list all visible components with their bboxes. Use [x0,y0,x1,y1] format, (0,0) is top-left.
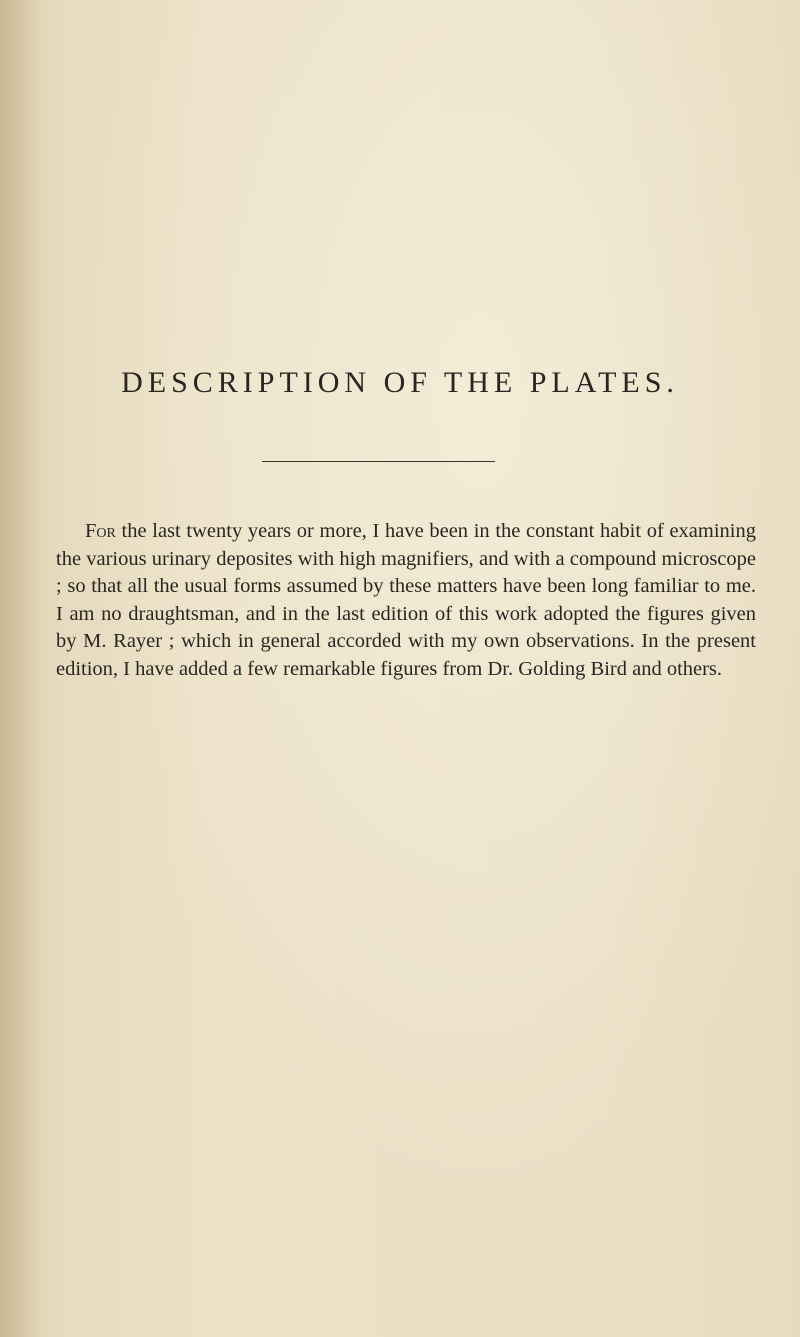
binding-shadow [0,0,40,1337]
body-paragraph [56,518,756,684]
heading-rule [262,461,495,462]
paragraph-text: the last twenty years or more, I have been in the constant habit of examining the various urinary deposites with high magnifiers, and with a compound microscope ; so that all the usual forms assumed by these matters have been long familiar to me. I am no draughtsman, and in the last edition of this work adopted the figures given by M. Rayer ; which in general accorded with my own observations. In the present edition, I have added a few remarkable figures from Dr. Golding Bird and others. [56,520,756,680]
page-heading: DESCRIPTION OF THE PLATES. [121,366,679,399]
paragraph-lead-word: For [85,520,116,542]
